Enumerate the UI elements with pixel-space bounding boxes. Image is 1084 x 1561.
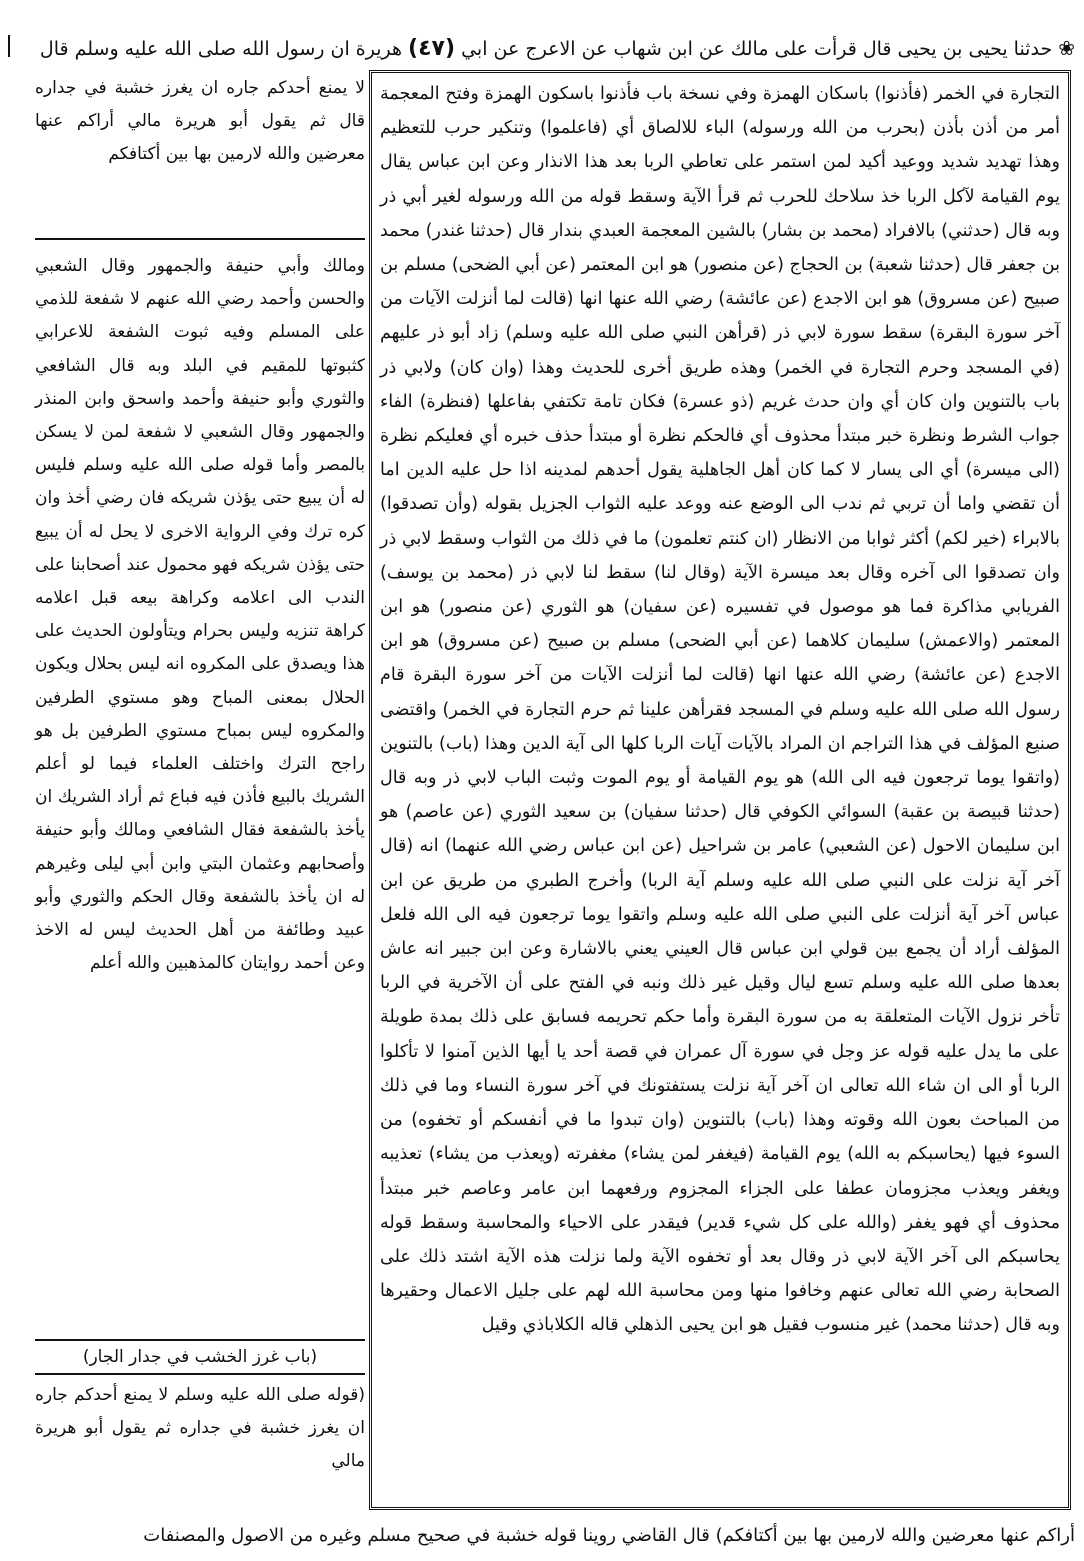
sidebar-bottom-text: (قوله صلى الله عليه وسلم لا يمنع أحدكم جاره ان يغرز خشبة في جداره ثم يقول أبو هريرة مالي [35,1385,365,1472]
main-text-frame [369,70,1071,1510]
page-number: (٤٧) [408,36,456,61]
sidebar-middle-text: ومالك وأبي حنيفة والجمهور وقال الشعبي والحسن وأحمد رضي الله عنهم لا شفعة للذمي على المسلم وفيه ثبوت الشفعة للاعرابي كثبوتها للمقيم في البلد وبه قال الشافعي والثوري وأبو حنيفة وأحمد واسحق وابن المنذر والجمهور وقال الشعبي لا شفعة لمن لا يسكن بالمصر وأما قوله صلى الله عليه وسلم فليس له أن يبيع حتى يؤذن شريكه فان رضي أخذ وان كره ترك وفي الرواية الاخرى لا يحل له أن يبيع حتى يؤذن شريكه فهو محمول عند أصحابنا على الندب الى اعلامه وكراهة بيعه قبل اعلامه كراهة تنزيه وليس بحرام ويتأولون الحديث على هذا ويصدق على المكروه انه ليس بحلال ويكون الحلال بمعنى المباح وهو مستوي الطرفين والمكروه ليس بمباح مستوي الطرفين بل هو راجح الترك واختلف العلماء فيما لو أعلم الشريك بالبيع فأذن فيه فباع ثم أراد الشريك ان يأخذ بالشفعة فقال الشافعي ومالك وأبو حنيفة وأصحابهم وعثمان البتي وابن أبي ليلى وغيرهم له ان يأخذ بالشفعة وقال الحكم والثوري وأبو عبيد وطائفة من أهل الحديث ليس له الاخذ وعن أحمد روايتان كالمذهبين والله أعلم [35,256,365,974]
header-text-left: هريرة ان رسول الله صلى الله عليه وسلم قال [39,38,402,60]
sidebar-top-block [35,72,365,232]
commentary-sidebar [35,72,365,1510]
sidebar-divider [35,238,365,240]
page-header [39,28,1075,68]
page-footer: أراكم عنها معرضين والله لارمين بها بين أكتافكم) قال القاضي روينا قوله خشبة في صحيح مسلم وغيره من الاصول والمصنفات [143,1525,1075,1546]
sidebar-chapter-title: (باب غرز الخشب في جدار الجار) [35,1339,365,1375]
sidebar-middle-block [35,250,365,1335]
flower-ornament-icon: ❀ [1058,36,1075,60]
main-text-body [380,77,1060,1505]
main-text: التجارة في الخمر (فأذنوا) باسكان الهمزة وفي نسخة باب فأذنوا باسكون الهمزة وفتح المعجمة أمر من أذن بأذن (بحرب من الله ورسوله) الباء للالصاق أي (فاعلموا) وتنكير حرب للتعظيم وهذا تهديد شديد ووعيد أكيد لمن استمر على تعاطي الربا بعد هذا الانذار وعن ابن عباس يقال يوم القيامة لآكل الربا خذ سلاحك للحرب ثم قرأ الآية وسقط قوله من الله ورسوله لغير أبي ذر وبه قال (حدثني) بالافراد (محمد بن بشار) بالشين المعجمة العبدي بندار قال (حدثنا غندر) محمد بن جعفر قال (حدثنا شعبة) بن الحجاج (عن منصور) هو ابن المعتمر (عن أبي الضحى) مسلم بن صبيح (عن مسروق) هو ابن الاجدع (عن عائشة) رضي الله عنها انها (قالت لما أنزلت الآيات من آخر سورة البقرة) سقط سورة لابي ذر (قرأهن النبي صلى الله عليه وسلم) زاد أبو ذر عليهم (في المسجد وحرم التجارة في الخمر) وهذه طريق أخرى للحديث وهذا (وان كان) ولابي ذر باب بالتنوين وان كان أي وان حدث غريم (ذو عسرة) فكان تامة تكتفي بفاعلها (فنظرة) الفاء جواب الشرط ونظرة خبر مبتدأ محذوف أي فالحكم نظرة أو مبتدأ حذف خبره أي فعليكم نظرة (الى ميسرة) أي الى يسار لا كما كان أهل الجاهلية يقول أحدهم لمدينه اذا حل عليه الدين اما أن تقضي واما أن تربي ثم ندب الى الوضع عنه ووعد عليه الثواب الجزيل بقوله (وأن تصدقوا) بالابراء (خير لكم) أكثر ثوابا من الانظار (ان كنتم تعلمون) ما في ذلك من الثواب وسقط لابي ذر وان تصدقوا الى آخره وقال بعد ميسرة الآية (وقال لنا) سقط لنا لابي ذر (محمد بن يوسف) الفريابي مذاكرة فما هو موصول في تفسيره (عن سفيان) هو الثوري (عن منصور) هو ابن المعتمر (والاعمش) سليمان كلاهما (عن أبي الضحى) مسلم بن صبيح (عن مسروق) هو ابن الاجدع (عن عائشة) رضي الله عنها انها (قالت لما أنزلت الآيات من آخر سورة البقرة قام رسول الله صلى الله عليه وسلم في المسجد فقرأهن علينا ثم حرم التجارة في الخمر) واقتضى صنيع المؤلف في هذا التراجم ان المراد بالآيات آيات الربا كلها الى آية الدين وهذا (باب) بالتنوين (واتقوا يوما ترجعون فيه الى الله) هو يوم القيامة أو يوم الموت وثبت الباب لابي ذر وبه قال (حدثنا قبيصة بن عقبة) السوائي الكوفي قال (حدثنا سفيان) بن سعيد الثوري (عن عاصم) هو ابن سليمان الاحول (عن الشعبي) عامر بن شراحيل (عن ابن عباس رضي الله عنهما) انه (قال آخر آية نزلت على النبي صلى الله عليه وسلم آية الربا) وأخرج الطبري من طريق عن ابن عباس آخر آية أنزلت على النبي صلى الله عليه وسلم واتقوا يوما ترجعون فيه الى الله فلعل المؤلف أراد أن يجمع بين قولي ابن عباس قال العيني يعني بالاشارة وعن ابن جبير انه عاش بعدها صلى الله عليه وسلم تسع ليال وقيل غير ذلك ونبه في الفتح على أن الآخرية في الربا تأخر نزول الآيات المتعلقة به من سورة البقرة وأما حكم تحريمه فسابق على ذلك بمدة طويلة على ما يدل عليه قوله عز وجل في سورة آل عمران في قصة أحد يا أيها الذين آمنوا لا تأكلوا الربا أو الى ان شاء الله تعالى ان آخر آية نزلت يستفتونك في آخر سورة النساء وما في ذلك من المباحث بعون الله وقوته وهذا (باب) بالتنوين (وان تبدوا ما في أنفسكم أو تخفوه) من السوء فيها (يحاسبكم به الله) يوم القيامة (فيغفر لمن يشاء) مغفرته (ويعذب من يشاء) تعذيبه ويغفر ويعذب مجزومان عطفا على الجزاء المجزوم ورفعهما ابن عامر وعاصم خبر مبتدأ محذوف أي فهو يغفر (والله على كل شيء قدير) فيقدر على الاحياء والمحاسبة وسقط قوله يحاسبكم الى آخر الآية لابي ذر وقال بعد أو تخفوه الآية ولما نزلت هذه الآية اشتد ذلك على الصحابة رضي الله تعالى عنهم وخافوا منها ومن محاسبة الله لهم على جليل الاعمال وحقيرها وبه قال (حدثنا محمد) غير منسوب فقيل هو ابن يحيى الذهلي قاله الكلاباذي وقيل [380,84,1060,1336]
sidebar-top-text: لا يمنع أحدكم جاره ان يغرز خشبة في جداره قال ثم يقول أبو هريرة مالي أراكم عنها معرضين والله لارمين بها بين أكتافكم [35,78,365,165]
margin-rule [8,35,10,57]
sidebar-bottom-block [35,1379,365,1509]
header-text-right: حدثنا يحيى بن يحيى قال قرأت على مالك عن ابن شهاب عن الاعرج عن ابي [461,38,1053,60]
